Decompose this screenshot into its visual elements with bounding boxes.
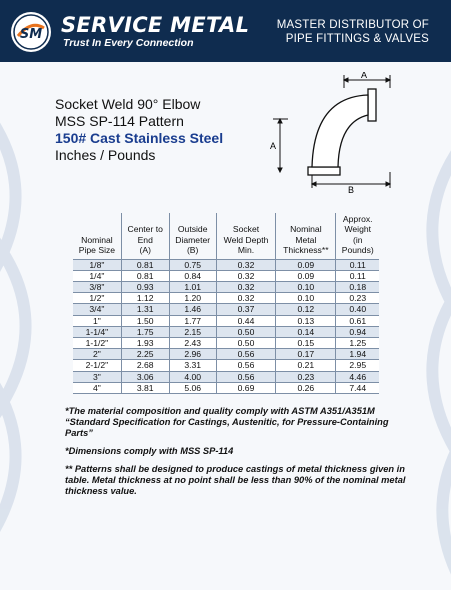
table-cell: 1.93 (121, 337, 169, 348)
table-row (73, 382, 379, 393)
column-header (216, 213, 275, 259)
column-header-line: Weld Depth (223, 234, 269, 245)
table-cell: 1/4" (73, 270, 121, 281)
table-cell: 0.32 (216, 270, 275, 281)
table-cell: 1/2" (73, 293, 121, 304)
header-slogan-line2: PIPE FITTINGS & VALVES (285, 33, 429, 45)
table-body (73, 259, 379, 393)
brand-tagline: Trust In Every Connection (63, 37, 194, 49)
table-cell: 0.13 (276, 315, 336, 326)
table-cell: 3.06 (121, 371, 169, 382)
table-cell: 1/8" (73, 259, 121, 270)
header-bar (0, 0, 451, 62)
table-cell: 0.32 (216, 259, 275, 270)
table-cell: 4" (73, 382, 121, 393)
table-cell: 1.94 (336, 349, 379, 360)
notes-section (65, 406, 415, 504)
diagram-label-a-side: A (270, 141, 277, 151)
table-cell: 1" (73, 315, 121, 326)
table-cell: 1.77 (169, 315, 216, 326)
table-cell: 2.68 (121, 360, 169, 371)
table-cell: 1.25 (336, 337, 379, 348)
table-cell: 1-1/4" (73, 326, 121, 337)
table-cell: 2.95 (336, 360, 379, 371)
table-row (73, 371, 379, 382)
title-units: Inches / Pounds (55, 147, 156, 163)
table-cell: 0.50 (216, 337, 275, 348)
diagram-label-b: B (347, 185, 355, 195)
column-header-line: Metal (295, 234, 317, 245)
column-header-line: Thickness** (283, 245, 329, 255)
column-header-line: Socket (232, 224, 260, 234)
note-material: *The material composition and quality comply with ASTM A351/A351M “Standard Specification for Castings, Austenitic, for Pressure-Containing Parts” (65, 406, 389, 438)
table-cell: 0.23 (336, 293, 379, 304)
table-row (73, 281, 379, 292)
table-cell: 1.50 (121, 315, 169, 326)
table-cell: 2-1/2" (73, 360, 121, 371)
table-cell: 0.11 (336, 259, 379, 270)
table-cell: 3.31 (169, 360, 216, 371)
table-cell: 0.93 (121, 281, 169, 292)
column-header-line: Min. (237, 245, 255, 255)
table-cell: 1.31 (121, 304, 169, 315)
table-cell: 0.11 (336, 270, 379, 281)
column-header-line: Center to (127, 224, 163, 234)
table-cell: 5.06 (169, 382, 216, 393)
header-slogan-line1: MASTER DISTRIBUTOR OF (276, 19, 429, 31)
table-cell: 0.69 (216, 382, 275, 393)
table-row (73, 270, 379, 281)
table-cell: 4.00 (169, 371, 216, 382)
column-header-line: Outside (177, 224, 208, 234)
column-header-line: (in (352, 234, 363, 245)
diagram-label-a-top: A (360, 72, 368, 80)
table-row (73, 360, 379, 371)
header-slogan (259, 18, 429, 46)
table-cell: 3.81 (121, 382, 169, 393)
table-cell: 1.20 (169, 293, 216, 304)
table-cell: 0.23 (276, 371, 336, 382)
table-cell: 0.21 (276, 360, 336, 371)
table-cell: 0.17 (276, 349, 336, 360)
title-product-name: Socket Weld 90° Elbow (55, 96, 201, 112)
column-header-line: End (137, 234, 153, 245)
note-thickness: ** Patterns shall be designed to produce castings of metal thickness given in table. Metal thickness at no point shall be less than 90% of the nominal metal thickness value. (65, 464, 406, 496)
product-title (55, 96, 223, 164)
table-cell: 1.01 (169, 281, 216, 292)
table-cell: 0.26 (276, 382, 336, 393)
table-cell: 0.81 (121, 259, 169, 270)
note-dimensions: *Dimensions comply with MSS SP-114 (65, 446, 234, 456)
column-header-line: Pipe Size (78, 245, 116, 255)
column-header (73, 213, 121, 259)
table-cell: 0.32 (216, 293, 275, 304)
column-header-line: (B) (186, 245, 199, 255)
table-cell: 1.12 (121, 293, 169, 304)
column-header-line: Nominal (290, 224, 322, 234)
table-row (73, 304, 379, 315)
table-cell: 0.09 (276, 270, 336, 281)
table-row (73, 315, 379, 326)
table-cell: 0.15 (276, 337, 336, 348)
table-row (73, 337, 379, 348)
table-cell: 1-1/2" (73, 337, 121, 348)
table-cell: 2.15 (169, 326, 216, 337)
title-material: 150# Cast Stainless Steel (55, 130, 224, 146)
logo-mark-icon (13, 14, 49, 50)
table-row (73, 326, 379, 337)
column-header (276, 213, 336, 259)
table-cell: 0.10 (276, 293, 336, 304)
table-cell: 0.75 (169, 259, 216, 270)
table-cell: 0.94 (336, 326, 379, 337)
table-cell: 3/4" (73, 304, 121, 315)
table-row (73, 259, 379, 270)
table-cell: 1.75 (121, 326, 169, 337)
table-cell: 0.81 (121, 270, 169, 281)
header-row (73, 213, 379, 259)
column-header (121, 213, 169, 259)
table-cell: 4.46 (336, 371, 379, 382)
table-cell: 2.43 (169, 337, 216, 348)
title-pattern: MSS SP-114 Pattern (55, 113, 184, 129)
table-cell: 3" (73, 371, 121, 382)
table-cell: 2.96 (169, 349, 216, 360)
column-header (336, 213, 379, 259)
table-cell: 3/8" (73, 281, 121, 292)
table-cell: 0.56 (216, 360, 275, 371)
table-cell: 0.32 (216, 281, 275, 292)
table-cell: 0.84 (169, 270, 216, 281)
column-header-line: (A) (139, 245, 151, 255)
column-header-line: Weight (344, 224, 372, 234)
column-header-line: Approx. (342, 213, 373, 224)
table-cell: 2.25 (121, 349, 169, 360)
table-cell: 0.44 (216, 315, 275, 326)
table-cell: 0.37 (216, 304, 275, 315)
column-header (169, 213, 216, 259)
column-header-line: Diameter (175, 234, 211, 245)
column-header-line: Nominal (81, 234, 113, 245)
table-cell: 1.46 (169, 304, 216, 315)
table-row (73, 349, 379, 360)
table-cell: 0.50 (216, 326, 275, 337)
brand-logo (11, 12, 51, 52)
column-header-line: Pounds) (341, 245, 374, 255)
table-cell: 0.09 (276, 259, 336, 270)
brand-name: SERVICE METAL (61, 13, 250, 37)
table-cell: 2" (73, 349, 121, 360)
table-cell: 0.10 (276, 281, 336, 292)
dimensions-table (73, 213, 379, 394)
table-cell: 0.18 (336, 281, 379, 292)
elbow-diagram (268, 72, 393, 196)
table-row (73, 293, 379, 304)
table-header (73, 213, 379, 259)
table-cell: 0.56 (216, 349, 275, 360)
table-cell: 0.12 (276, 304, 336, 315)
logo-text: SM (19, 27, 43, 42)
table-cell: 0.56 (216, 371, 275, 382)
table-cell: 7.44 (336, 382, 379, 393)
table-cell: 0.61 (336, 315, 379, 326)
table-cell: 0.14 (276, 326, 336, 337)
table-cell: 0.40 (336, 304, 379, 315)
